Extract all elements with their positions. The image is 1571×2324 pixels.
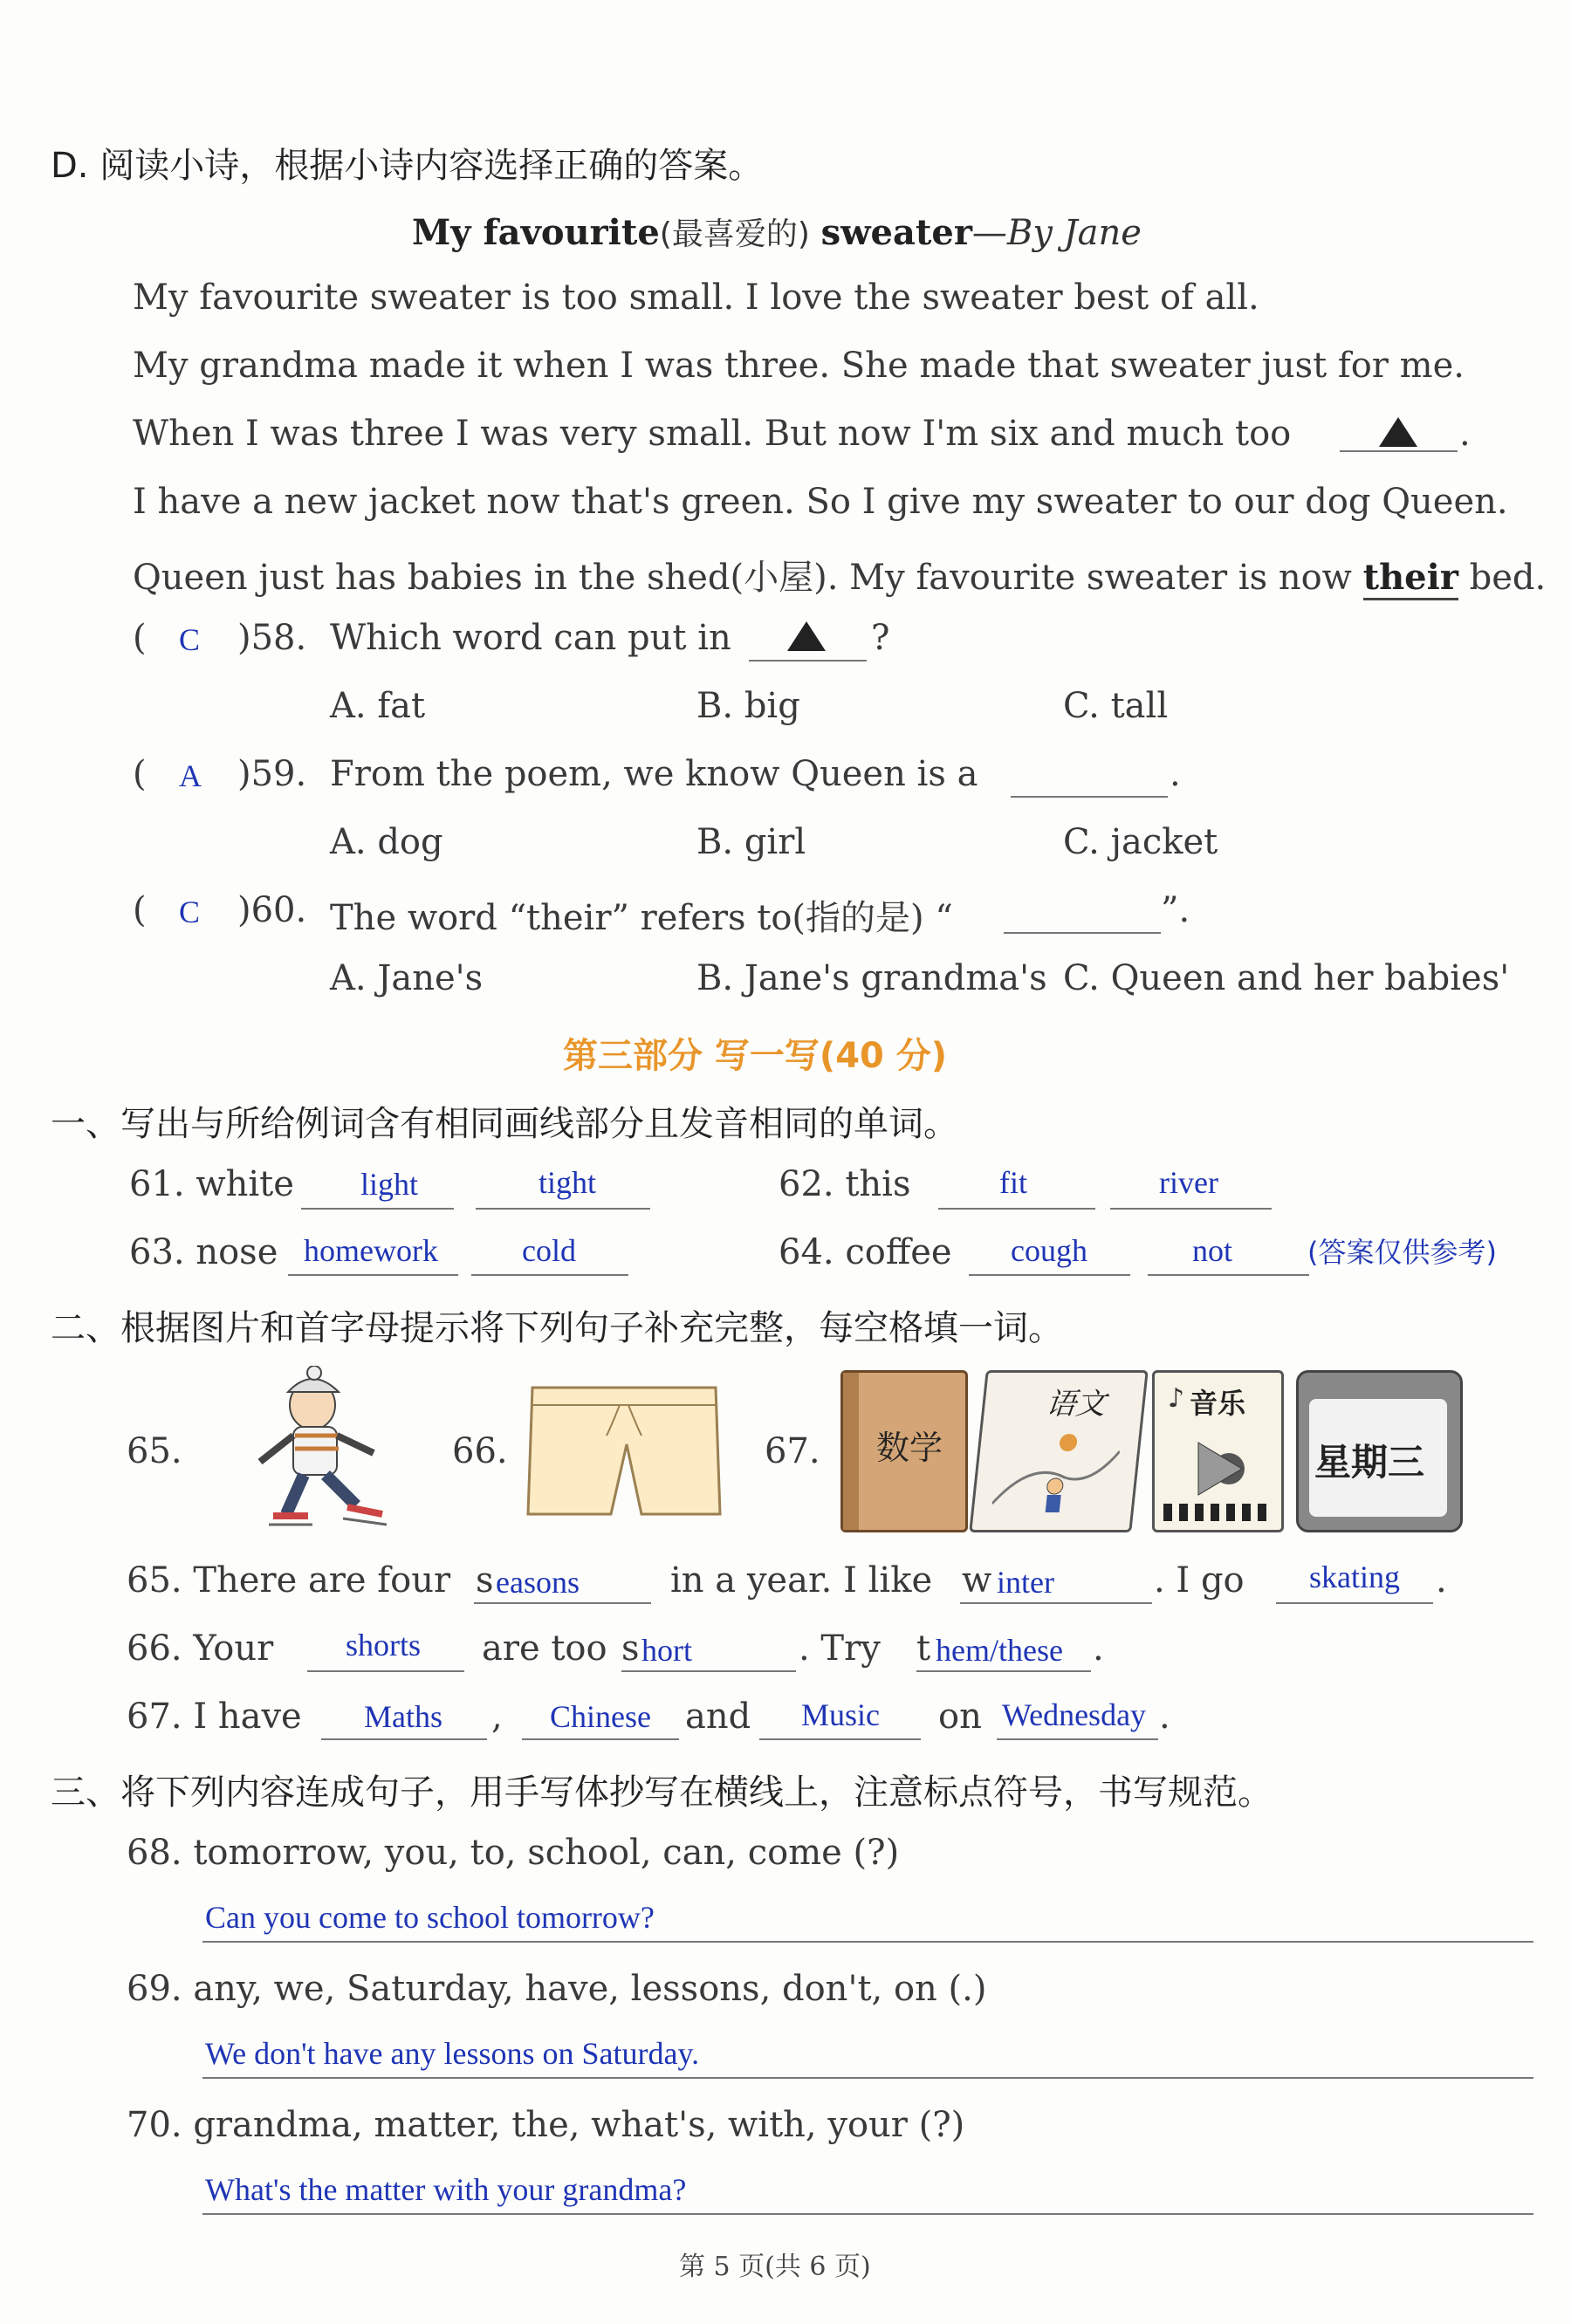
q64-label: 64. coffee bbox=[779, 1232, 952, 1272]
q65-part-2: in a year. I like bbox=[670, 1560, 933, 1601]
q66-part-1: 66. Your bbox=[127, 1628, 274, 1669]
poem-line-3: When I was three I was very small. But now I'm six and much too bbox=[133, 414, 1292, 454]
chinese-book-label: 语文 bbox=[1044, 1387, 1108, 1422]
q62-blank-2[interactable] bbox=[1110, 1208, 1272, 1210]
q66-part-2: are too bbox=[482, 1628, 607, 1669]
q64-blank-1[interactable] bbox=[969, 1274, 1130, 1276]
word-their: their bbox=[1363, 557, 1458, 600]
q60-answer[interactable]: C bbox=[179, 895, 201, 929]
shorts-image bbox=[524, 1383, 724, 1523]
q65-answer-3[interactable]: skating bbox=[1309, 1560, 1400, 1594]
q65-blank-3[interactable] bbox=[1276, 1602, 1433, 1604]
q66-letter-2: s bbox=[621, 1628, 640, 1669]
q59-blank bbox=[1011, 796, 1168, 798]
calendar-image bbox=[1296, 1370, 1463, 1532]
q70-answer[interactable]: What's the matter with your grandma? bbox=[205, 2172, 687, 2207]
q60-option-b[interactable]: B. Jane's grandma's bbox=[696, 958, 1047, 998]
q58-answer[interactable]: C bbox=[179, 622, 201, 657]
q68-answer-line[interactable] bbox=[202, 1941, 1533, 1943]
music-book-image bbox=[1152, 1370, 1284, 1532]
skating-boy-image bbox=[225, 1366, 404, 1540]
q63-blank-2[interactable] bbox=[471, 1274, 628, 1276]
q67-part-2: and bbox=[685, 1697, 751, 1737]
q59-option-a[interactable]: A. dog bbox=[330, 822, 443, 862]
q65-part-3: . I go bbox=[1154, 1560, 1245, 1601]
q59-end: . bbox=[1170, 754, 1181, 794]
q65-part-1: 65. There are four bbox=[127, 1560, 451, 1601]
q62-answer-1[interactable]: fit bbox=[999, 1165, 1027, 1200]
poem-line-4: I have a new jacket now that's green. So I give my sweater to our dog Queen. bbox=[133, 482, 1508, 522]
q61-label: 61. white bbox=[129, 1164, 294, 1204]
poem-blank bbox=[1340, 450, 1458, 452]
q58-option-c[interactable]: C. tall bbox=[1063, 686, 1169, 726]
q67-part-3: on bbox=[938, 1697, 982, 1737]
q66-answer-1[interactable]: shorts bbox=[346, 1628, 422, 1662]
q67-part-1: 67. I have bbox=[127, 1697, 302, 1737]
poem-line-5: Queen just has babies in the shed(小屋). My favourite sweater is now their bed. bbox=[133, 550, 1546, 600]
q64-blank-2[interactable] bbox=[1148, 1274, 1309, 1276]
q65-letter-2: w bbox=[962, 1560, 992, 1601]
q60-option-a[interactable]: A. Jane's bbox=[330, 958, 484, 998]
q59-number: )59. bbox=[237, 754, 307, 794]
poem-line-2: My grandma made it when I was three. She made that sweater just for me. bbox=[133, 346, 1465, 386]
q58-text: Which word can put in bbox=[330, 618, 731, 658]
poem-line-3-end: . bbox=[1459, 414, 1471, 454]
music-book-label: 音乐 bbox=[1190, 1387, 1246, 1420]
q65-blank-1[interactable] bbox=[474, 1602, 651, 1604]
part-d-heading: D. 阅读小诗，根据小诗内容选择正确的答案。 bbox=[51, 146, 764, 186]
part3-title: 第三部分 写一写(40 分) bbox=[563, 1036, 948, 1076]
s1-heading: 一、写出与所给例词含有相同画线部分且发音相同的单词。 bbox=[51, 1104, 958, 1144]
q66-blank-3[interactable] bbox=[916, 1670, 1091, 1672]
q67-blank-3[interactable] bbox=[759, 1738, 921, 1740]
q59-text: From the poem, we know Queen is a bbox=[330, 754, 978, 794]
q60-option-c[interactable]: C. Queen and her babies' bbox=[1063, 958, 1510, 998]
q62-blank-1[interactable] bbox=[938, 1208, 1095, 1210]
q63-answer-1[interactable]: homework bbox=[304, 1233, 438, 1268]
q63-answer-2[interactable]: cold bbox=[522, 1233, 576, 1268]
s3-heading: 三、将下列内容连成句子，用手写体抄写在横线上，注意标点符号，书写规范。 bbox=[51, 1772, 1273, 1813]
q62-label: 62. this bbox=[779, 1164, 911, 1204]
q67-answer-4[interactable]: Wednesday bbox=[1002, 1697, 1147, 1732]
q60-paren: ( bbox=[133, 890, 147, 930]
pic-label-66: 66. bbox=[452, 1431, 508, 1471]
q58-end: ? bbox=[871, 618, 890, 658]
q63-label: 63. nose bbox=[129, 1232, 278, 1272]
q70-question: 70. grandma, matter, the, what's, with, your (?) bbox=[127, 2105, 965, 2145]
q58-blank bbox=[749, 660, 867, 662]
q65-part-4: . bbox=[1436, 1560, 1447, 1601]
q69-answer-line[interactable] bbox=[202, 2077, 1533, 2079]
q59-paren: ( bbox=[133, 754, 147, 794]
q66-answer-2[interactable]: hort bbox=[641, 1633, 692, 1668]
q61-answer-2[interactable]: tight bbox=[539, 1165, 597, 1200]
triangle-icon bbox=[787, 621, 826, 655]
answer-note: (答案仅供参考) bbox=[1307, 1236, 1497, 1269]
s2-heading: 二、根据图片和首字母提示将下列句子补充完整，每空格填一词。 bbox=[51, 1308, 1063, 1348]
q68-question: 68. tomorrow, you, to, school, can, come (?) bbox=[127, 1833, 900, 1873]
q66-part-3: . Try bbox=[799, 1628, 881, 1669]
q69-answer[interactable]: We don't have any lessons on Saturday. bbox=[205, 2036, 700, 2071]
q62-answer-2[interactable]: river bbox=[1159, 1165, 1218, 1200]
maths-book-image bbox=[840, 1370, 968, 1532]
maths-book-label: 数学 bbox=[876, 1429, 943, 1467]
q64-answer-2[interactable]: not bbox=[1192, 1233, 1233, 1268]
q65-answer-1[interactable]: easons bbox=[496, 1565, 580, 1600]
q67-blank-1[interactable] bbox=[321, 1738, 487, 1740]
q58-option-b[interactable]: B. big bbox=[696, 686, 800, 726]
q66-blank-1[interactable] bbox=[307, 1670, 464, 1672]
q60-end: ”. bbox=[1161, 890, 1190, 930]
poem-line-1: My favourite sweater is too small. I love the sweater best of all. bbox=[133, 278, 1259, 318]
q66-answer-3[interactable]: hem/these bbox=[936, 1633, 1063, 1668]
triangle-icon bbox=[1379, 417, 1417, 450]
page-footer: 第 5 页(共 6 页) bbox=[679, 2252, 871, 2282]
calendar-label: 星期三 bbox=[1314, 1441, 1425, 1484]
q69-question: 69. any, we, Saturday, have, lessons, don't, on (.) bbox=[127, 1969, 987, 2009]
q61-blank-2[interactable] bbox=[476, 1208, 650, 1210]
q58-paren: ( bbox=[133, 618, 147, 658]
q67-answer-1[interactable]: Maths bbox=[364, 1699, 442, 1734]
q58-option-a[interactable]: A. fat bbox=[330, 686, 426, 726]
q58-number: )58. bbox=[237, 618, 307, 658]
pic-label-65: 65. bbox=[127, 1431, 182, 1471]
q66-part-4: . bbox=[1093, 1628, 1104, 1669]
q59-option-c[interactable]: C. jacket bbox=[1063, 822, 1218, 862]
q66-letter-3: t bbox=[916, 1628, 931, 1669]
q67-answer-3[interactable]: Music bbox=[801, 1697, 880, 1732]
q67-blank-4[interactable] bbox=[997, 1738, 1158, 1740]
book-spine bbox=[843, 1373, 859, 1530]
q70-answer-line[interactable] bbox=[202, 2213, 1533, 2215]
q60-text: The word “their” refers to(指的是) “ bbox=[330, 898, 953, 938]
pic-label-67: 67. bbox=[765, 1431, 820, 1471]
q65-blank-2[interactable] bbox=[960, 1602, 1152, 1604]
q67-part-4: . bbox=[1159, 1697, 1170, 1737]
q60-blank bbox=[1004, 932, 1161, 934]
q65-letter-1: s bbox=[476, 1560, 494, 1601]
q64-answer-1[interactable]: cough bbox=[1011, 1233, 1087, 1268]
q67-separator: , bbox=[491, 1697, 503, 1737]
q61-answer-1[interactable]: light bbox=[360, 1167, 419, 1202]
q68-answer[interactable]: Can you come to school tomorrow? bbox=[205, 1900, 655, 1935]
q66-blank-2[interactable] bbox=[621, 1670, 796, 1672]
q65-answer-2[interactable]: inter bbox=[997, 1565, 1054, 1600]
q61-blank-1[interactable] bbox=[301, 1208, 454, 1210]
q67-blank-2[interactable] bbox=[522, 1738, 679, 1740]
poem-title: My favourite(最喜爱的) sweater—By Jane bbox=[412, 212, 1142, 253]
music-note-icon: ♪ bbox=[1168, 1383, 1185, 1414]
q59-answer[interactable]: A bbox=[179, 758, 202, 793]
q60-number: )60. bbox=[237, 890, 307, 930]
chinese-book-image bbox=[969, 1370, 1149, 1532]
q67-answer-2[interactable]: Chinese bbox=[550, 1699, 651, 1734]
q59-option-b[interactable]: B. girl bbox=[696, 822, 806, 862]
q63-blank-1[interactable] bbox=[288, 1274, 458, 1276]
